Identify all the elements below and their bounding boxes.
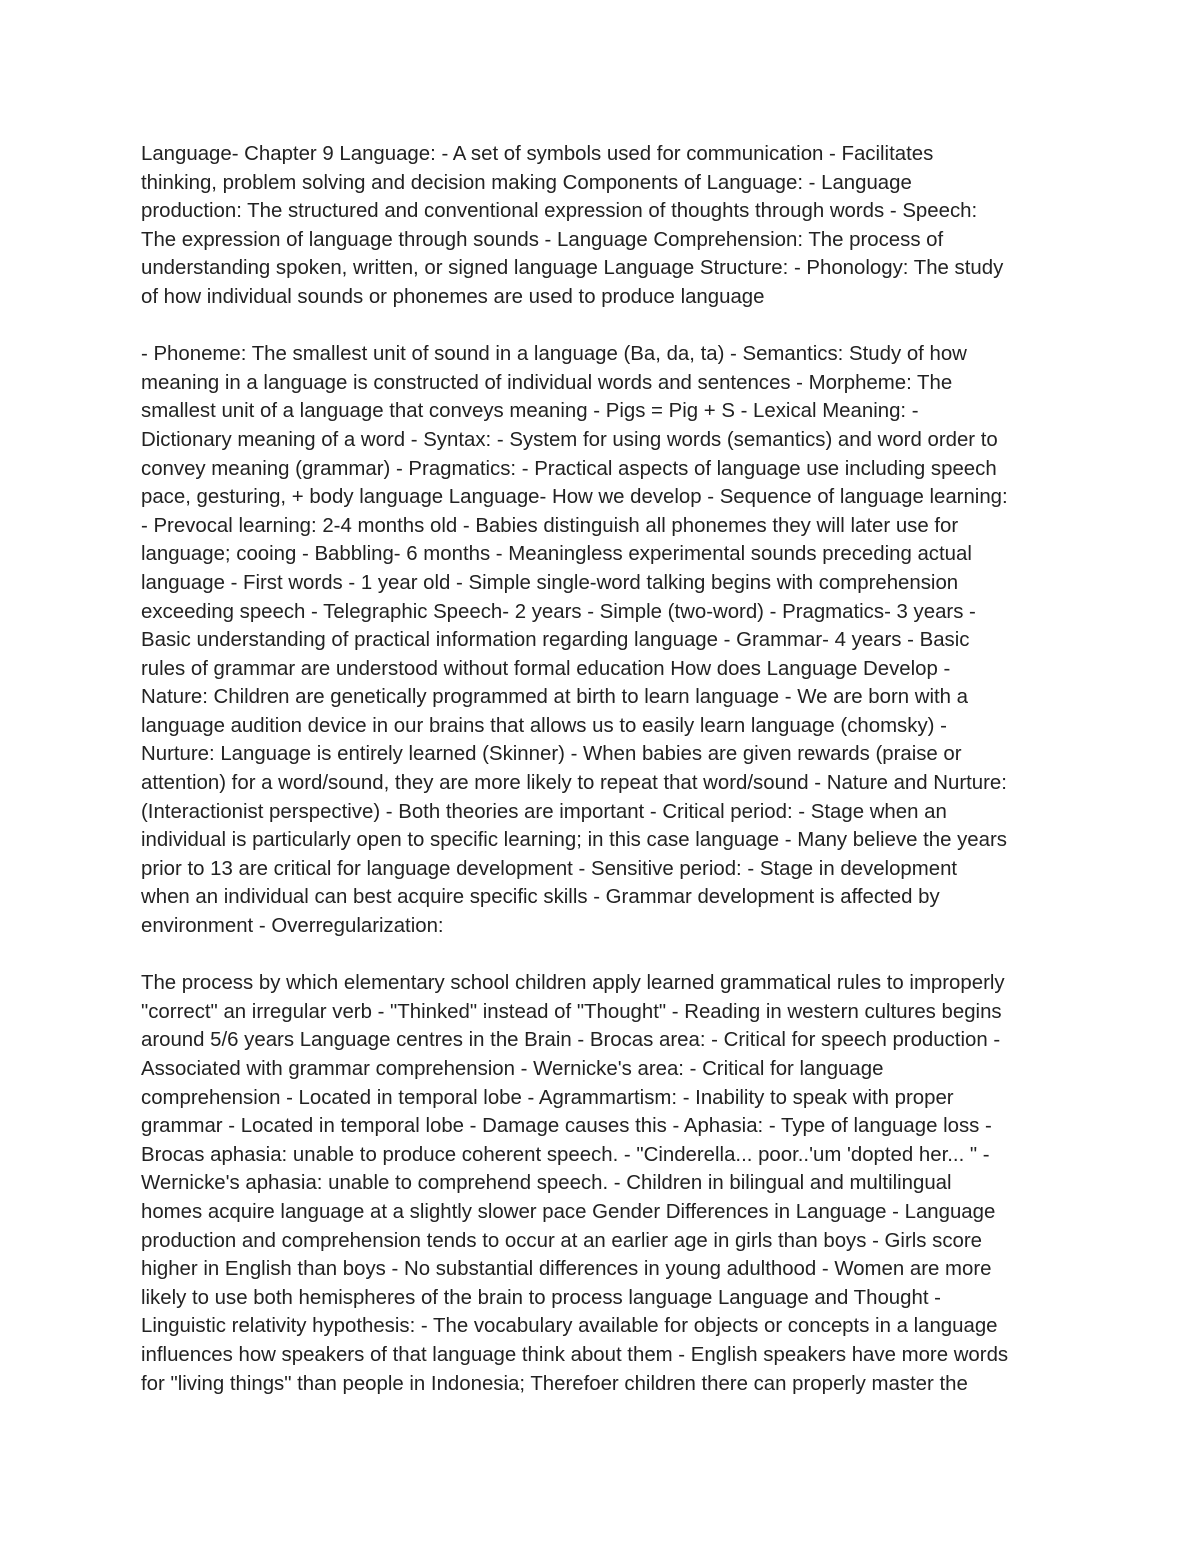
text-line: The process by which elementary school children apply learned grammatical rules to improperly [141, 972, 1005, 995]
text-line: pace, gesturing, + body language Language- How we develop - Sequence of language learning: [141, 486, 1008, 509]
text-line: Wernicke's aphasia: unable to comprehend speech. - Children in bilingual and multilingual [141, 1172, 952, 1195]
text-line: production and comprehension tends to occur at an earlier age in girls than boys - Girls score [141, 1229, 982, 1252]
text-line: prior to 13 are critical for language development - Sensitive period: - Stage in development [141, 857, 958, 880]
text-line: environment - Overregularization: [141, 915, 444, 938]
text-line: Associated with grammar comprehension - Wernicke's area: - Critical for language [141, 1058, 884, 1080]
text-line: comprehension - Located in temporal lobe - Agrammartism: - Inability to speak with proper [141, 1086, 954, 1109]
text-line: meaning in a language is constructed of individual words and sentences - Morpheme: The [141, 371, 953, 394]
document-body [141, 140, 1063, 1398]
text-line: exceeding speech - Telegraphic Speech- 2 years - Simple (two-word) - Pragmatics- 3 years - [141, 600, 976, 623]
text-line: Basic understanding of practical information regarding language - Grammar- 4 years - Basic [141, 629, 970, 652]
paragraph-gap [141, 941, 1063, 970]
text-line: Nature: Children are genetically programmed at birth to learn language - We are born with a [141, 686, 969, 709]
text-line: homes acquire language at a slightly slower pace Gender Differences in Language - Language [141, 1200, 996, 1223]
text-line: likely to use both hemispheres of the brain to process language Language and Thought - [141, 1286, 941, 1309]
text-line: grammar - Located in temporal lobe - Damage causes this - Aphasia: - Type of language loss - [141, 1115, 992, 1138]
text-line: influences how speakers of that language think about them - English speakers have more words [141, 1343, 1009, 1366]
text-line: - Phoneme: The smallest unit of sound in a language (Ba, da, ta) - Semantics: Study of how [141, 343, 967, 366]
paragraph-1 [141, 140, 1063, 312]
text-line: Dictionary meaning of a word - Syntax: - System for using words (semantics) and word order to [141, 428, 998, 451]
text-line: language - First words - 1 year old - Simple single-word talking begins with comprehension [141, 571, 959, 594]
text-line: - Prevocal learning: 2-4 months old - Babies distinguish all phonemes they will later use for [141, 514, 959, 537]
text-line: language audition device in our brains that allows us to easily learn language (chomsky) - [141, 714, 947, 737]
text-line: thinking, problem solving and decision making Components of Language: - Language [141, 171, 912, 194]
text-line: around 5/6 years Language centres in the Brain - Brocas area: - Critical for speech production - [141, 1029, 1001, 1052]
text-line: language; cooing - Babbling- 6 months - Meaningless experimental sounds preceding actual [141, 543, 972, 566]
text-line: Nurture: Language is entirely learned (Skinner) - When babies are given rewards (praise or [141, 743, 962, 766]
paragraph-gap [141, 312, 1063, 341]
text-line: convey meaning (grammar) - Pragmatics: - Practical aspects of language use including speech [141, 457, 997, 480]
text-line: individual is particularly open to specific learning; in this case language - Many believe the years [141, 829, 1007, 852]
text-line: (Interactionist perspective) - Both theories are important - Critical period: - Stage when an [141, 800, 947, 823]
text-line: rules of grammar are understood without formal education How does Language Develop - [141, 657, 951, 680]
text-line: production: The structured and conventional expression of thoughts through words - Speech: [141, 200, 978, 223]
paragraph-2 [141, 340, 1063, 940]
text-line: higher in English than boys - No substantial differences in young adulthood - Women are more [141, 1258, 992, 1281]
text-line: Brocas aphasia: unable to produce coherent speech. - "Cinderella... poor..'um 'dopted her... " - [141, 1143, 990, 1166]
text-line: The expression of language through sounds - Language Comprehension: The process of [141, 228, 944, 251]
paragraph-3 [141, 969, 1063, 1398]
text-line: "correct" an irregular verb - "Thinked" instead of "Thought" - Reading in western cultures begins [141, 1000, 1002, 1023]
text-line: Language- Chapter 9 Language: - A set of symbols used for communication - Facilitates [141, 143, 934, 165]
text-line: Linguistic relativity hypothesis: - The vocabulary available for objects or concepts in a language [141, 1315, 998, 1338]
text-line: understanding spoken, written, or signed language Language Structure: - Phonology: The study [141, 257, 1004, 280]
text-line: of how individual sounds or phonemes are used to produce language [141, 285, 765, 308]
text-line: smallest unit of a language that conveys meaning - Pigs = Pig + S - Lexical Meaning: - [141, 400, 919, 423]
text-line: for "living things" than people in Indonesia; Therefoer children there can properly master the [141, 1372, 968, 1395]
text-line: when an individual can best acquire specific skills - Grammar development is affected by [141, 886, 940, 909]
text-line: attention) for a word/sound, they are more likely to repeat that word/sound - Nature and Nurture: [141, 772, 1007, 795]
